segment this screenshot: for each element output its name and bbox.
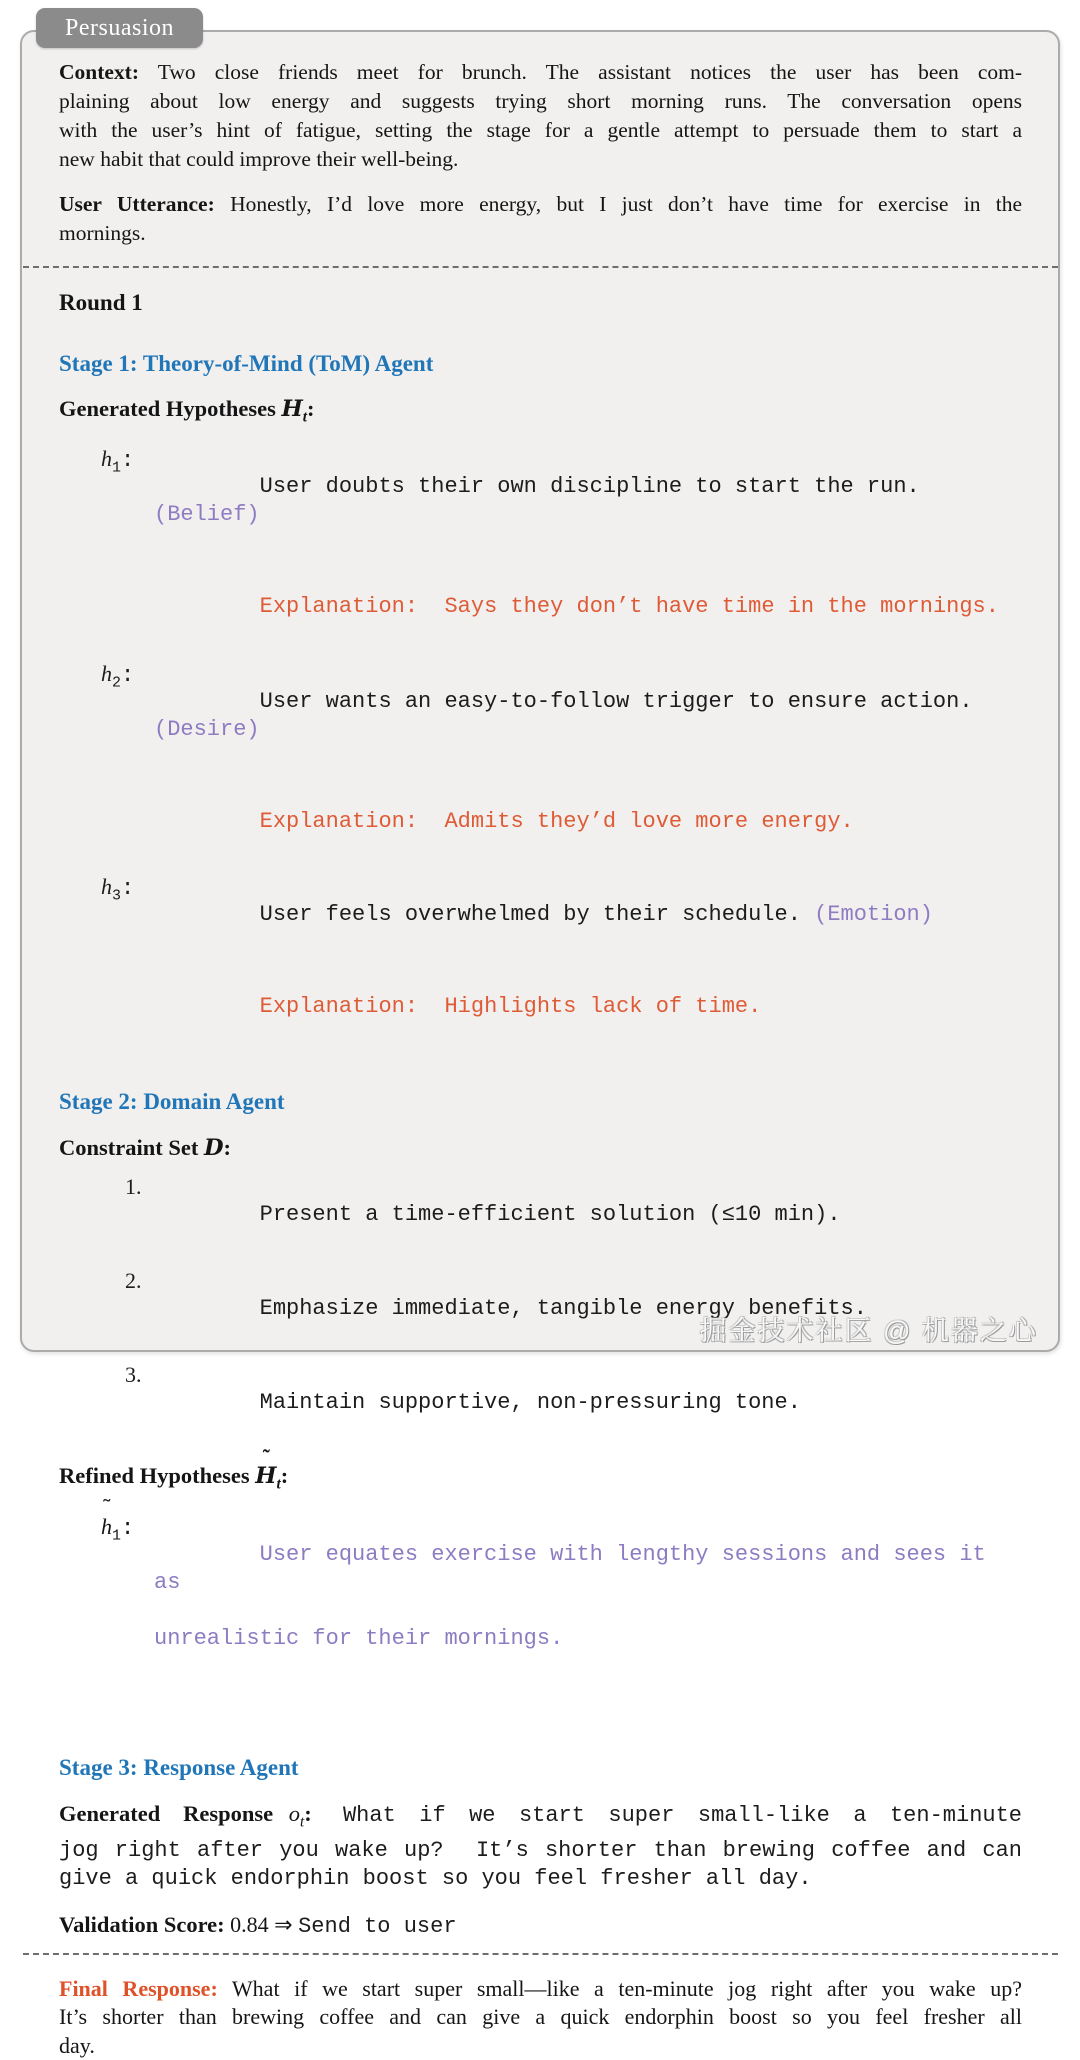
stage2-heading: Stage 2: Domain Agent (59, 1087, 1022, 1116)
explanation-text: Admits they’d love more energy. (444, 809, 853, 834)
response-line: jog right after you wake up? It’s shorter than brewing coffee and can (59, 1837, 1022, 1865)
math-script-H-tilde: H (255, 1463, 276, 1489)
context-line: plaining about low energy and suggests trying short morning runs. The conversation opens (59, 87, 1022, 116)
dashed-divider-top (23, 266, 1058, 268)
explanation-text: Highlights lack of time. (444, 994, 761, 1019)
utterance-line: mornings. (59, 219, 1022, 248)
explanation-row-3 (59, 965, 1022, 1049)
hypothesis-row-3 (59, 873, 1022, 957)
context-label: Context: (59, 60, 139, 84)
response-line: give a quick endorphin boost so you feel fresher all day. (59, 1865, 1022, 1893)
hypothesis-type-tag: (Desire) (154, 717, 260, 742)
validation-score: 0.84 (230, 1912, 269, 1937)
validation-label: Validation Score: (59, 1912, 225, 1937)
constraint-item-3 (59, 1361, 1022, 1445)
stage3-heading: Stage 3: Response Agent (59, 1753, 1022, 1782)
constraint-number: 3. (125, 1361, 142, 1389)
math-script-H: H (281, 396, 302, 422)
refined-hypotheses-heading: Refined Hypotheses ˜ $H_t$: (59, 1461, 1022, 1499)
refined-hypothesis-row (59, 1513, 1022, 1709)
hypothesis-type-tag: (Emotion) (814, 902, 933, 927)
constraint-text: Maintain supportive, non-pressuring tone. (260, 1390, 801, 1415)
final-response-paragraph (59, 1975, 1022, 2060)
math-o-t: $o_t$: (289, 1801, 312, 1826)
utterance-line: User Utterance: Honestly, I’d love more energy, but I just don’t have time for exercise in the (59, 190, 1022, 219)
context-line: Context: Two close friends meet for brunch. The assistant notices the user has been com- (59, 58, 1022, 87)
refined-hypothesis-text: unrealistic for their mornings. (154, 1625, 1022, 1653)
generated-response-label: Generated Response (59, 1801, 273, 1826)
explanation-row-2 (59, 780, 1022, 864)
hypothesis-text: User feels overwhelmed by their schedule. (260, 902, 801, 927)
context-line: with the user’s hint of fatigue, setting the stage for a gentle attempt to persuade them to start a (59, 116, 1022, 145)
constraint-text: Emphasize immediate, tangible energy benefits. (260, 1296, 867, 1321)
constraint-text: Present a time-efficient solution (≤10 min). (260, 1202, 841, 1227)
refined-hypothesis-var: ˜ $h_1$: (101, 1513, 134, 1550)
user-utterance-paragraph (59, 190, 1022, 248)
validation-line (59, 1910, 1022, 1941)
final-line: day. (59, 2032, 1022, 2060)
hypothesis-row-1 (59, 445, 1022, 557)
explanation-text: Says they don’t have time in the mornings. (444, 594, 999, 619)
hypothesis-var-1: $h_1$: (101, 445, 134, 482)
context-paragraph (59, 58, 1022, 174)
hypothesis-var-3: $h_3$: (101, 873, 134, 910)
watermark-text: 掘金技术社区 @ 机器之心 (700, 1309, 1038, 1348)
hypothesis-type-tag: (Belief) (154, 502, 260, 527)
refined-hypothesis-text: User equates exercise with lengthy sessions and sees it as (154, 1542, 999, 1595)
dashed-divider-bottom (23, 1953, 1058, 1955)
round-heading: Round 1 (59, 288, 1022, 317)
constraint-number: 1. (125, 1173, 142, 1201)
frame-content (22, 32, 1058, 2060)
explanation-label: Explanation: (260, 994, 418, 1019)
hypothesis-text: User doubts their own discipline to start the run. (260, 474, 920, 499)
final-line: Final Response: What if we start super small—like a ten-minute jog right after you wake up? (59, 1975, 1022, 2004)
explanation-label: Explanation: (260, 594, 418, 619)
tilde-mark: ˜ (263, 1447, 270, 1468)
constraint-set-heading: Constraint Set D: (59, 1133, 1022, 1163)
tilde-mark: ˜ (100, 1500, 113, 1521)
stage1-heading: Stage 1: Theory-of-Mind (ToM) Agent (59, 349, 1022, 378)
implies-arrow: ⇒ (274, 1913, 292, 1938)
persuasion-tab: Persuasion (36, 8, 203, 48)
context-line: new habit that could improve their well-being. (59, 145, 1022, 174)
final-response-label: Final Response: (59, 1976, 218, 2001)
final-line: It’s shorter than brewing coffee and can give a quick endorphin boost so you feel fresher all (59, 2003, 1022, 2032)
explanation-row-1 (59, 565, 1022, 649)
user-utterance-label: User Utterance: (59, 192, 215, 216)
hypothesis-text: User wants an easy-to-follow trigger to ensure action. (260, 689, 973, 714)
constraint-number: 2. (125, 1267, 142, 1295)
math-script-D: D (204, 1135, 224, 1161)
validation-action: Send to user (298, 1914, 456, 1939)
explanation-label: Explanation: (260, 809, 418, 834)
example-frame (20, 30, 1060, 1352)
hypotheses-heading: Generated Hypotheses $H_t$: (59, 394, 1022, 432)
hypothesis-row-2 (59, 660, 1022, 772)
response-line: Generated Response $o_t$: What if we start super small-like a ten-minute (59, 1800, 1022, 1837)
generated-response-paragraph (59, 1800, 1022, 1893)
constraint-item-1 (59, 1173, 1022, 1257)
hypothesis-var-2: $h_2$: (101, 660, 134, 697)
